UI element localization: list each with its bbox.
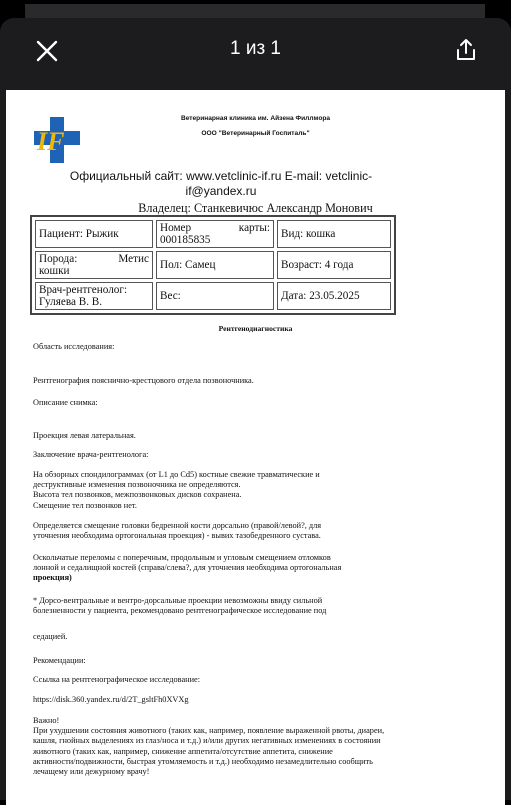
study-link[interactable]: https://disk.360.yandex.ru/d/2T_gsltFh0XVXg	[33, 695, 189, 704]
link-label: Ссылка на рентгенографическое исследование:	[33, 675, 201, 684]
contact-line: Официальный сайт: www.vetclinic-if.ru E-mail: vetclinic-if@yandex.ru	[69, 169, 373, 198]
document-page	[6, 90, 505, 805]
breed-label: Порода: Метис	[39, 253, 149, 265]
note-last-line: седацией.	[33, 632, 68, 641]
doctor-name: Гуляева В. В.	[39, 296, 103, 308]
clinic-name: Ветеринарная клиника им. Айзена Филлмора	[180, 115, 331, 122]
share-icon	[455, 38, 477, 62]
section-title: Рентгенодиагностика	[218, 324, 293, 333]
patient-cell: Пациент: Рыжик	[35, 220, 153, 248]
text-line: деструктивные изменения позвоночника не определяются.	[33, 480, 241, 490]
text-line: проекция)	[33, 573, 72, 583]
text-line: болезненности у пациента, рекомендовано рентгенографическое исследование под	[33, 606, 327, 616]
text-line: лечащему или дежурному врачу!	[33, 767, 150, 777]
owner-line: Владелец: Станкевичюс Александр Монович	[138, 201, 373, 215]
conclusion-paragraph-3	[33, 553, 488, 584]
doctor-label: Врач-рентгенолог:	[39, 284, 128, 296]
breed-value: кошки	[39, 265, 70, 277]
text-line: Высота тел позвонков, межпозвонковых дисков сохранена.	[33, 490, 242, 500]
warning-title: Важно!	[33, 716, 60, 725]
text-line: На обзорных спондилограммах (от L1 до Cd5) костные свежие травматические и	[33, 470, 320, 479]
text-line: Определяется смещение головки бедренной кости дорсально (правой/левой?, для	[33, 521, 322, 530]
date-cell: Дата: 23.05.2025	[277, 282, 391, 310]
text-line: Оскольчатые переломы с поперечным, продольным и угловым смещением отломков	[33, 553, 331, 562]
breed-cell	[35, 251, 153, 279]
patient-info-table	[30, 215, 396, 315]
share-button[interactable]	[449, 32, 483, 68]
card-label: Номер карты:	[160, 222, 270, 234]
note-paragraph	[33, 596, 488, 616]
recommendations-label: Рекомендации:	[33, 656, 86, 665]
text-line: уточнения необходима ортогональная проекция) - вывих тазобедренного сустава.	[33, 531, 321, 541]
card-cell	[156, 220, 274, 248]
text-line: животного (таких как, например, снижение аппетита/отсутствие аппетита, снижение	[33, 746, 333, 756]
conclusion-label: Заключение врача-рентгенолога:	[33, 450, 149, 459]
clinic-logo	[34, 117, 80, 163]
logo-text: IF	[37, 127, 65, 156]
doctor-cell	[35, 282, 153, 310]
text-line: * Дорсо-вентральные и вентро-дорсальные проекции невозможны ввиду сильной	[33, 596, 323, 605]
conclusion-paragraph-1	[33, 470, 488, 511]
area-value: Рентгенография пояснично-крестцового отдела позвоночника.	[33, 376, 254, 385]
clinic-company: ООО "Ветеринарный Госпиталь"	[201, 130, 310, 137]
species-cell: Вид: кошка	[277, 220, 391, 248]
text-line: активности/подвижности, быстрая утомляемость и т.д.) необходимо незамедлительно сообщить	[33, 756, 373, 766]
text-line: лонной и седалищной костей (справа/слева?, для уточнения необходима ортогональная	[33, 563, 342, 573]
weight-cell: Вес:	[156, 282, 274, 310]
sex-cell: Пол: Самец	[156, 251, 274, 279]
document-viewer[interactable]	[0, 86, 511, 800]
description-value: Проекция левая латеральная.	[33, 431, 136, 440]
text-line: При ухудшении состояния животного (таких как, например, появление выраженной рвоты, диареи,	[33, 726, 385, 736]
card-number: 000185835	[160, 234, 211, 246]
text-line: Смещение тел позвонков нет.	[33, 500, 137, 510]
area-label: Область исследования:	[33, 342, 115, 351]
warning-block	[33, 716, 488, 777]
age-cell: Возраст: 4 года	[277, 251, 391, 279]
conclusion-paragraph-2	[33, 521, 488, 541]
text-line: кашля, гнойных выделениях из глаз/носа и т.д.) и/или других негативных изменениях в состоянии	[33, 736, 381, 746]
page-counter: 1 из 1	[229, 38, 282, 59]
description-label: Описание снимка:	[33, 398, 98, 407]
viewer-toolbar	[0, 18, 511, 86]
